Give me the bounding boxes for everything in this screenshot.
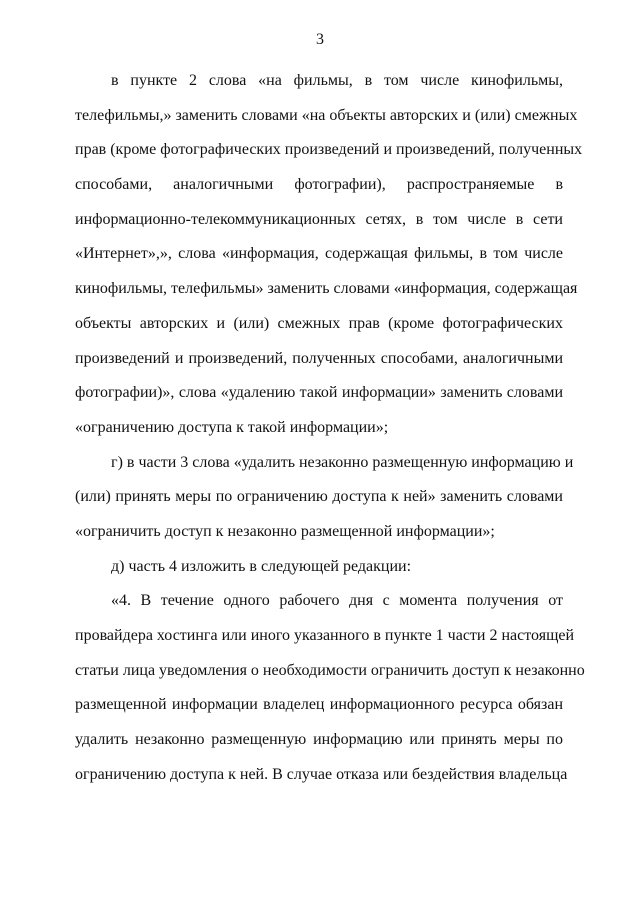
text-line: (или) принять меры по ограничению доступа к ней» заменить словами xyxy=(75,488,563,506)
text-line: «ограничить доступ к незаконно размещенной информации»; xyxy=(75,522,495,540)
text-line: статьи лица уведомления о необходимости ограничить доступ к незаконно xyxy=(75,661,585,679)
text-line: «4. В течение одного рабочего дня с момента получения от xyxy=(111,592,563,610)
text-line: в пункте 2 слова «на фильмы, в том числе кинофильмы, xyxy=(111,72,563,89)
page-number: 3 xyxy=(316,31,324,48)
text-line: произведений и произведений, полученных способами, аналогичными xyxy=(75,349,563,367)
text-line: способами, аналогичными фотографии), распространяемые в xyxy=(75,176,563,194)
text-line: прав (кроме фотографических произведений и произведений, полученных xyxy=(75,141,583,159)
text-line: информационно-телекоммуникационных сетях, в том числе в сети xyxy=(75,210,563,228)
text-line: г) в части 3 слова «удалить незаконно размещенную информацию и xyxy=(111,453,574,471)
text-line: объекты авторских и (или) смежных прав (кроме фотографических xyxy=(75,314,563,332)
text-line: ограничению доступа к ней. В случае отказа или бездействия владельца xyxy=(75,765,568,783)
text-line: д) часть 4 изложить в следующей редакции: xyxy=(111,557,412,575)
text-line: размещенной информации владелец информационного ресурса обязан xyxy=(75,696,563,714)
text-line: удалить незаконно размещенную информацию или принять меры по xyxy=(75,731,563,749)
text-line: провайдера хостинга или иного указанного в пункте 1 части 2 настоящей xyxy=(75,627,575,644)
text-line: «Интернет»,», слова «информация, содержащая фильмы, в том числе xyxy=(75,245,563,263)
document-body xyxy=(75,64,585,792)
text-line: фотографии)», слова «удалению такой информации» заменить словами xyxy=(75,384,563,402)
text-line: кинофильмы, телефильмы» заменить словами «информация, содержащая xyxy=(75,280,578,298)
text-line: телефильмы,» заменить словами «на объекты авторских и (или) смежных xyxy=(75,106,578,124)
text-line: «ограничению доступа к такой информации»; xyxy=(75,418,389,436)
